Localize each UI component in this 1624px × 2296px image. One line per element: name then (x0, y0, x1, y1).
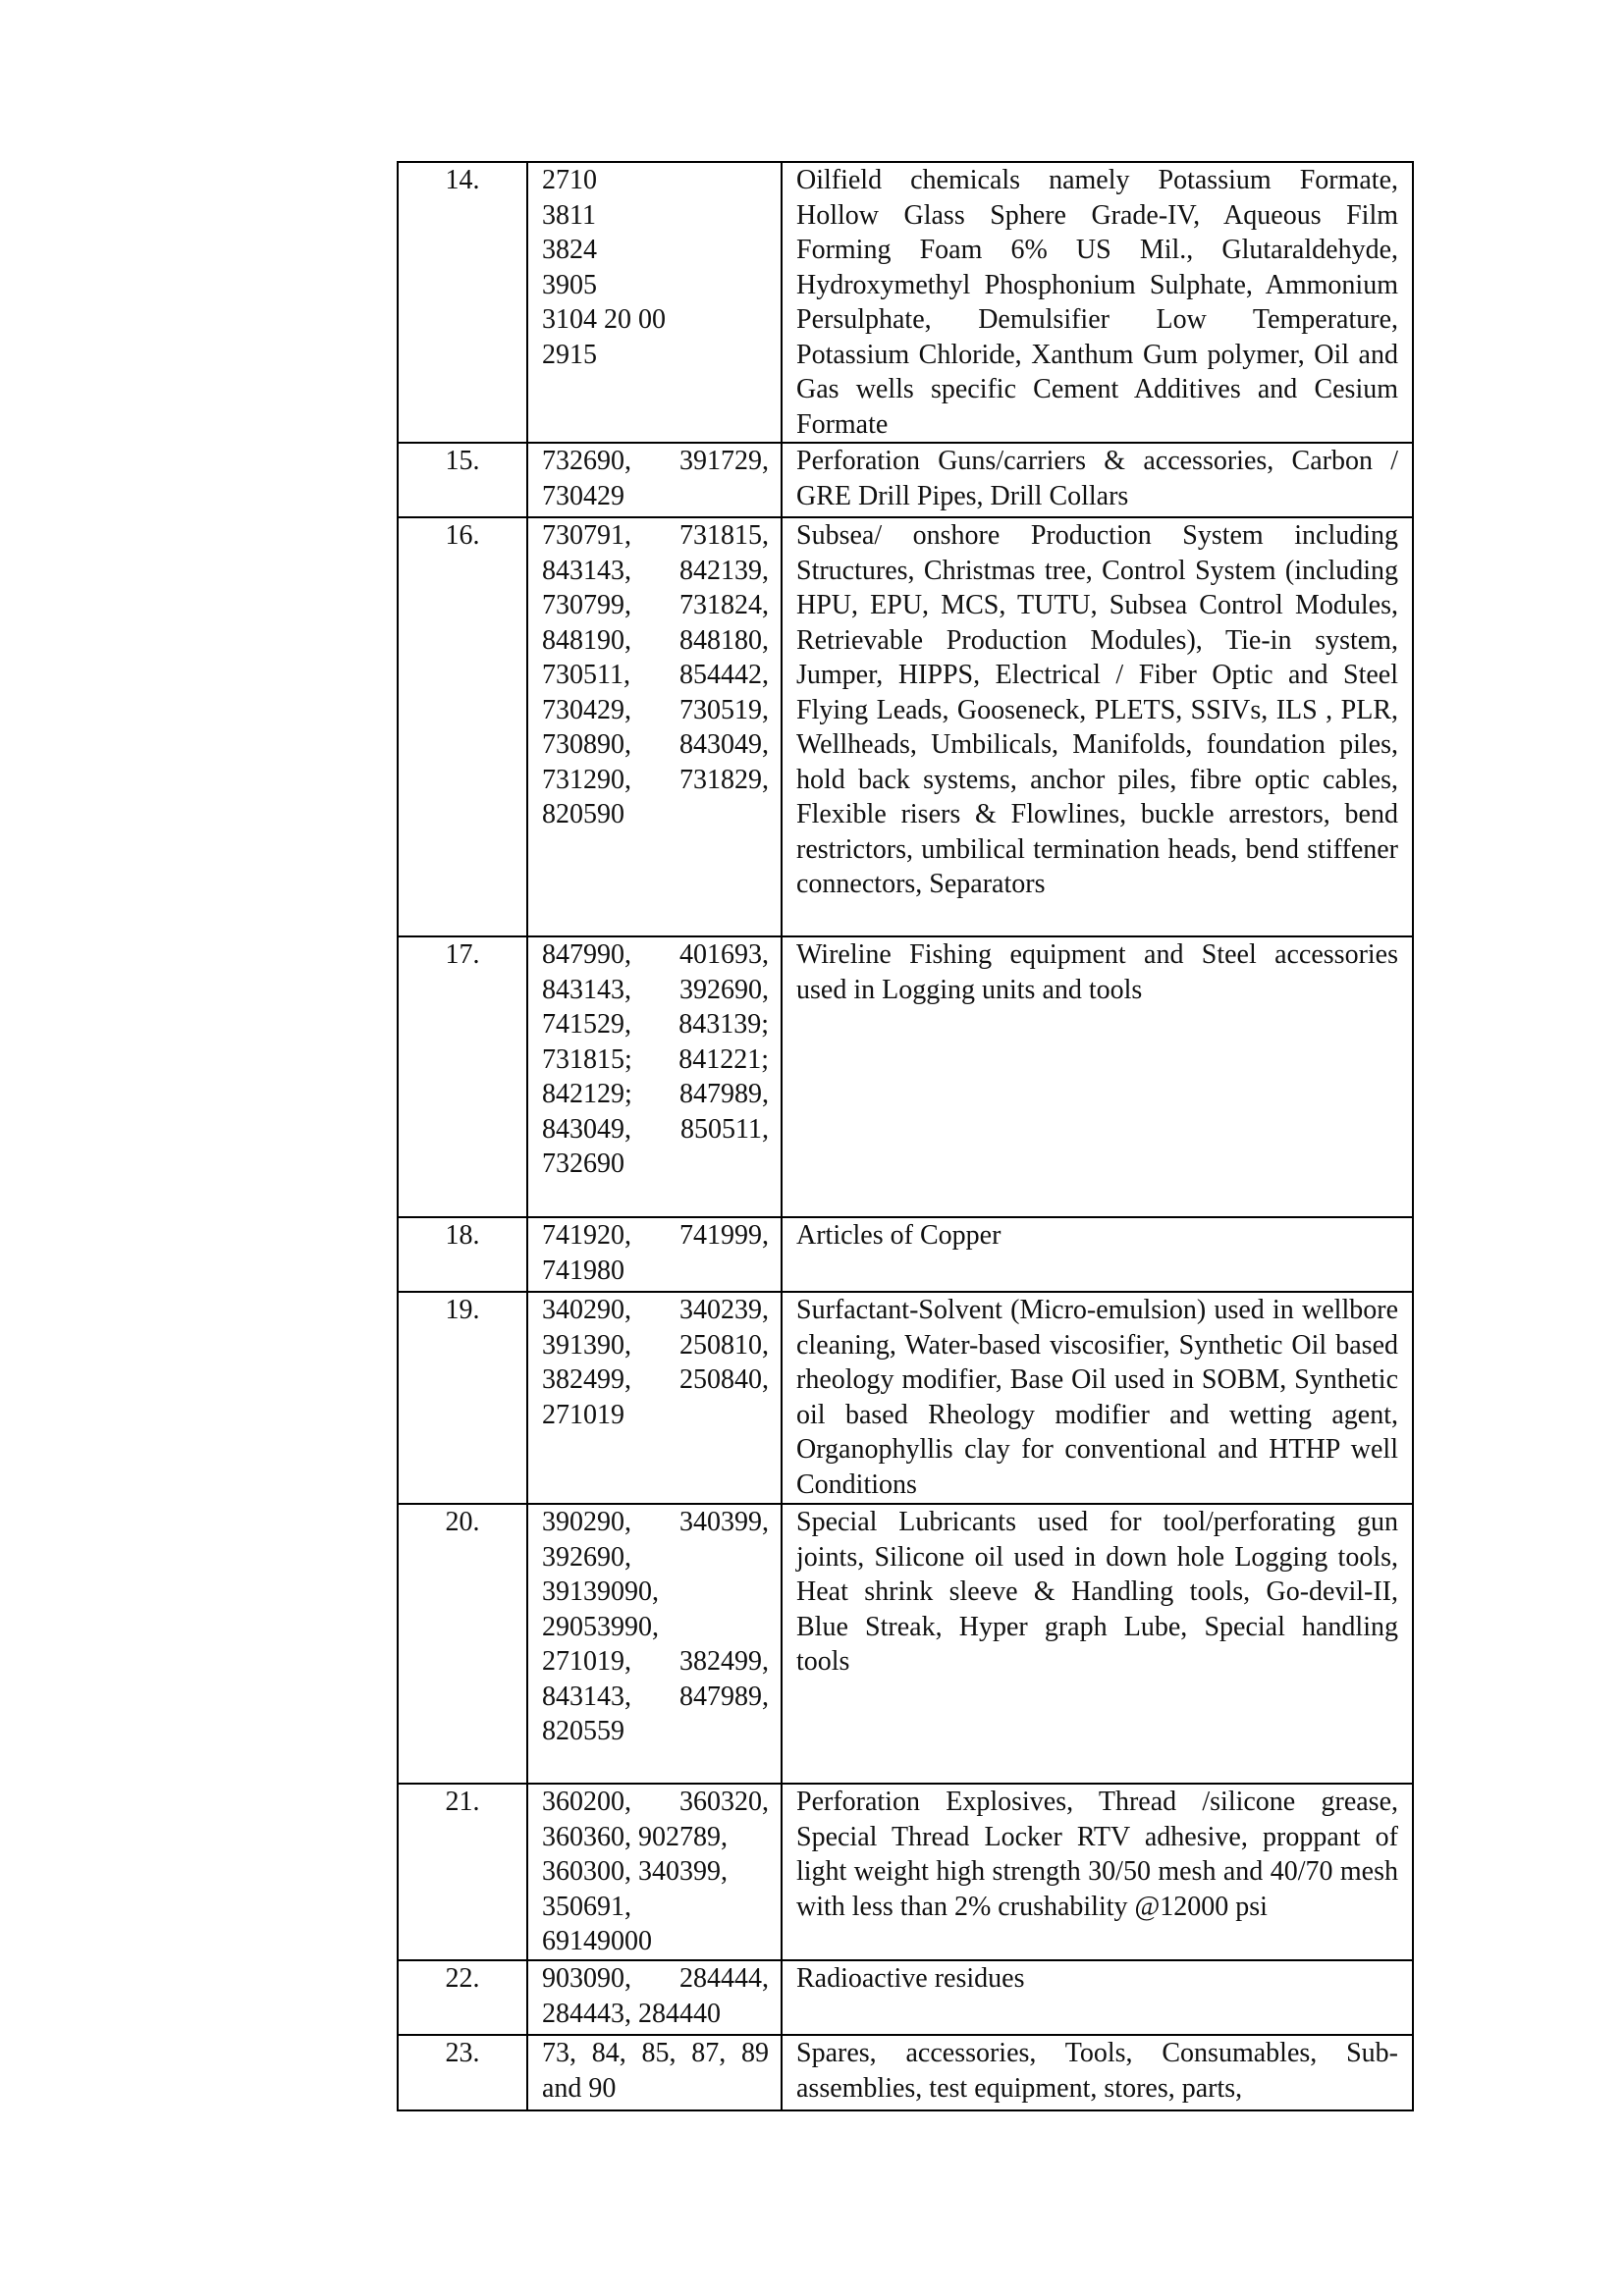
hs-code-table (397, 161, 1414, 2111)
table-row (398, 1504, 1413, 1784)
description-cell: Articles of Copper (782, 1217, 1413, 1292)
hs-code-cell: 903090, 284444, 284443, 284440 (527, 1960, 782, 2035)
hs-code-cell: 2710 3811 3824 3905 3104 20 00 2915 (527, 162, 782, 443)
hs-code-cell: 390290, 340399, 392690, 39139090, 29053990, 271019, 382499, 843143, 847989, 820559 (527, 1504, 782, 1784)
hs-code-cell: 730791, 731815, 843143, 842139, 730799, 731824, 848190, 848180, 730511, 854442, 730429, 730519, 730890, 843049, 731290, 731829, 820590 (527, 517, 782, 936)
description-cell: Perforation Guns/carriers & accessories, Carbon / GRE Drill Pipes, Drill Collars (782, 443, 1413, 517)
table-row (398, 1960, 1413, 2035)
table-row (398, 443, 1413, 517)
hs-code-cell: 732690, 391729, 730429 (527, 443, 782, 517)
table-row (398, 1217, 1413, 1292)
description-cell: Subsea/ onshore Production System including Structures, Christmas tree, Control System (including HPU, EPU, MCS, TUTU, Subsea Control Modules, Retrievable Production Modules), Tie-in system, Jumper, HIPPS, Electrical / Fiber Optic and Steel Flying Leads, Gooseneck, PLETS, SSIVs, ILS , PLR, Wellheads, Umbilicals, Manifolds, foundation piles, hold back systems, anchor piles, fibre optic cables, Flexible risers & Flowlines, buckle arrestors, bend restrictors, umbilical termination heads, bend stiffener connectors, Separators (782, 517, 1413, 936)
serial-number-cell: 18. (398, 1217, 527, 1292)
description-cell: Oilfield chemicals namely Potassium Formate, Hollow Glass Sphere Grade-IV, Aqueous Film Forming Foam 6% US Mil., Glutaraldehyde, Hydroxymethyl Phosphonium Sulphate, Ammonium Persulphate, Demulsifier Low Temperature, Potassium Chloride, Xanthum Gum polymer, Oil and Gas wells specific Cement Additives and Cesium Formate (782, 162, 1413, 443)
description-cell: Radioactive residues (782, 1960, 1413, 2035)
serial-number-cell: 23. (398, 2035, 527, 2110)
description-cell: Perforation Explosives, Thread /silicone grease, Special Thread Locker RTV adhesive, proppant of light weight high strength 30/50 mesh and 40/70 mesh with less than 2% crushability @12000 psi (782, 1784, 1413, 1960)
table-row (398, 2035, 1413, 2110)
hs-code-cell: 741920, 741999, 741980 (527, 1217, 782, 1292)
serial-number-cell: 14. (398, 162, 527, 443)
serial-number-cell: 16. (398, 517, 527, 936)
description-cell: Special Lubricants used for tool/perforating gun joints, Silicone oil used in down hole Logging tools, Heat shrink sleeve & Handling tools, Go-devil-II, Blue Streak, Hyper graph Lube, Special handling tools (782, 1504, 1413, 1784)
table-row (398, 1784, 1413, 1960)
table-row (398, 517, 1413, 936)
hs-code-cell: 340290, 340239, 391390, 250810, 382499, 250840, 271019 (527, 1292, 782, 1504)
description-cell: Surfactant-Solvent (Micro-emulsion) used in wellbore cleaning, Water-based viscosifier, Synthetic Oil based rheology modifier, Base Oil used in SOBM, Synthetic oil based Rheology modifier and wetting agent, Organophyllis clay for conventional and HTHP well Conditions (782, 1292, 1413, 1504)
table-row (398, 162, 1413, 443)
table-row (398, 1292, 1413, 1504)
serial-number-cell: 22. (398, 1960, 527, 2035)
serial-number-cell: 21. (398, 1784, 527, 1960)
hs-code-cell: 73, 84, 85, 87, 89 and 90 (527, 2035, 782, 2110)
serial-number-cell: 17. (398, 936, 527, 1217)
table-row (398, 936, 1413, 1217)
serial-number-cell: 15. (398, 443, 527, 517)
serial-number-cell: 19. (398, 1292, 527, 1504)
description-cell: Wireline Fishing equipment and Steel accessories used in Logging units and tools (782, 936, 1413, 1217)
serial-number-cell: 20. (398, 1504, 527, 1784)
hs-code-cell: 847990, 401693, 843143, 392690, 741529, 843139; 731815; 841221; 842129; 847989, 843049, 850511, 732690 (527, 936, 782, 1217)
description-cell: Spares, accessories, Tools, Consumables, Sub-assemblies, test equipment, stores, parts, (782, 2035, 1413, 2110)
hs-code-cell: 360200, 360320, 360360, 902789, 360300, 340399, 350691, 69149000 (527, 1784, 782, 1960)
